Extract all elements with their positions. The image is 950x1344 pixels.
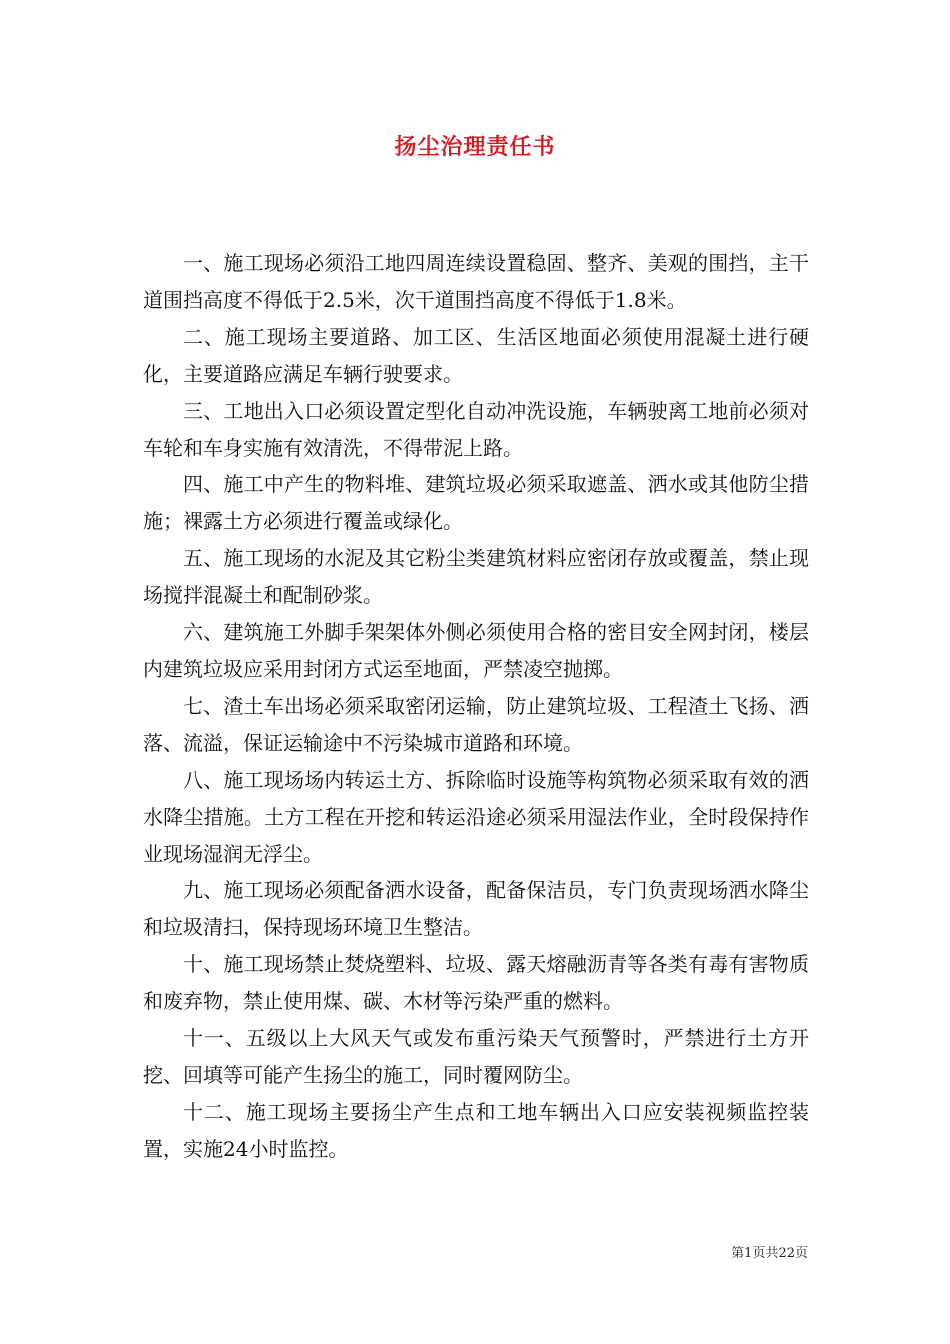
clause-11: 十一、五级以上大风天气或发布重污染天气预警时，严禁进行土方开挖、回填等可能产生扬尘的施工，同时覆网防尘。 (143, 1026, 809, 1087)
clause-12: 十二、施工现场主要扬尘产生点和工地车辆出入口应安装视频监控装置，实施24小时监控。 (143, 1099, 809, 1161)
clause-5: 五、施工现场的水泥及其它粉尘类建筑材料应密闭存放或覆盖，禁止现场搅拌混凝土和配制砂浆。 (143, 546, 809, 608)
document-title: 扬尘治理责任书 (394, 134, 556, 160)
document-body (143, 245, 809, 1168)
clause-6: 六、建筑施工外脚手架架体外侧必须使用合格的密目安全网封闭，楼层内建筑垃圾应采用封闭方式运至地面，严禁凌空抛掷。 (143, 620, 809, 681)
page-number: 第1页共22页 (731, 1246, 808, 1261)
clause-10: 十、施工现场禁止焚烧塑料、垃圾、露天熔融沥青等各类有毒有害物质和废弃物，禁止使用煤、碳、木材等污染严重的燃料。 (143, 952, 809, 1014)
clause-1: 一、施工现场必须沿工地四周连续设置稳固、整齐、美观的围挡，主干道围挡高度不得低于2.5米，次干道围挡高度不得低于1.8米。 (143, 251, 809, 312)
clause-2: 二、施工现场主要道路、加工区、生活区地面必须使用混凝土进行硬化，主要道路应满足车辆行驶要求。 (143, 324, 809, 386)
clause-9: 九、施工现场必须配备洒水设备，配备保洁员，专门负责现场洒水降尘和垃圾清扫，保持现场环境卫生整洁。 (143, 878, 809, 940)
clause-7: 七、渣土车出场必须采取密闭运输，防止建筑垃圾、工程渣土飞扬、洒落、流溢，保证运输途中不污染城市道路和环境。 (143, 693, 809, 755)
clause-8: 八、施工现场场内转运土方、拆除临时设施等构筑物必须采取有效的洒水降尘措施。土方工程在开挖和转运沿途必须采用湿法作业，全时段保持作业现场湿润无浮尘。 (143, 767, 809, 866)
clause-3: 三、工地出入口必须设置定型化自动冲洗设施，车辆驶离工地前必须对车轮和车身实施有效清洗，不得带泥上路。 (143, 398, 809, 460)
clause-4: 四、施工中产生的物料堆、建筑垃圾必须采取遮盖、洒水或其他防尘措施；裸露土方必须进行覆盖或绿化。 (143, 472, 809, 534)
